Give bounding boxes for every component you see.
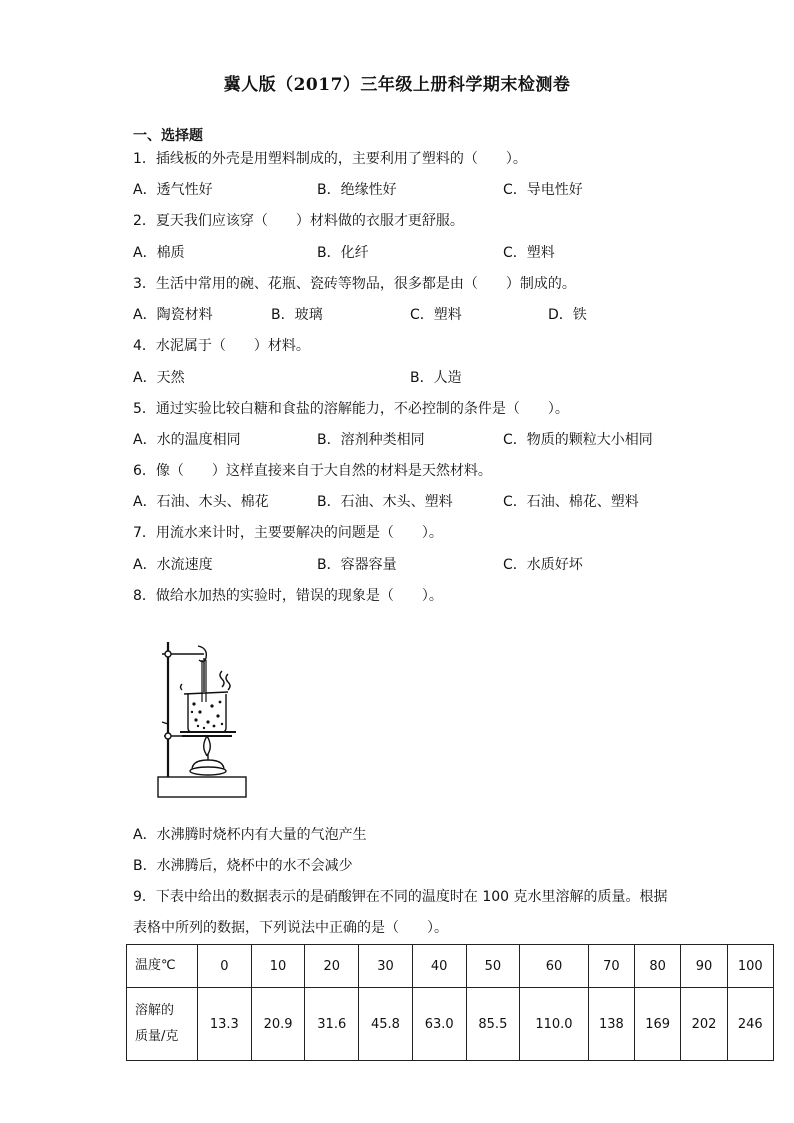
question-4-stem: 4．水泥属于（ ）材料。	[133, 338, 310, 354]
question-2-stem: 2．夏天我们应该穿（ ）材料做的衣服才更舒服。	[133, 213, 464, 229]
temperature-cell: 90	[681, 945, 727, 988]
mass-header-line-2: 质量/克	[135, 1029, 179, 1044]
mass-cell: 169	[635, 988, 681, 1061]
temperature-cell: 70	[588, 945, 634, 988]
question-3-stem: 3．生活中常用的碗、花瓶、瓷砖等物品，很多都是由（ ）制成的。	[133, 276, 576, 292]
page-title: 冀人版（2017）三年级上册科学期末检测卷	[223, 75, 571, 95]
mass-cell: 138	[588, 988, 634, 1061]
mass-cell: 110.0	[520, 988, 589, 1061]
temperature-cell: 50	[466, 945, 520, 988]
question-3-option-d[interactable]: D．铁	[548, 307, 587, 323]
temperature-cell: 100	[727, 945, 773, 988]
section-heading: 一、选择题	[133, 128, 203, 144]
question-9-stem-line-2: 表格中所列的数据，下列说法中正确的是（ ）。	[133, 920, 448, 936]
heating-apparatus-illustration	[152, 632, 252, 802]
question-5-option-a[interactable]: A．水的温度相同	[133, 432, 241, 448]
question-1-stem: 1．插线板的外壳是用塑料制成的，主要利用了塑料的（ ）。	[133, 151, 527, 167]
question-5-option-b[interactable]: B．溶剂种类相同	[317, 432, 425, 448]
mass-cell: 246	[727, 988, 773, 1061]
question-5-option-c[interactable]: C．物质的颗粒大小相同	[503, 432, 653, 448]
mass-cell: 13.3	[198, 988, 252, 1061]
mass-cell: 31.6	[305, 988, 359, 1061]
question-7-stem: 7．用流水来计时，主要要解决的问题是（ ）。	[133, 525, 443, 541]
question-8-option-b[interactable]: B．水沸腾后，烧杯中的水不会减少	[133, 858, 353, 874]
question-5-stem: 5．通过实验比较白糖和食盐的溶解能力，不必控制的条件是（ ）。	[133, 401, 569, 417]
temperature-cell: 40	[412, 945, 466, 988]
temperature-cell: 80	[635, 945, 681, 988]
mass-cell: 63.0	[412, 988, 466, 1061]
question-4-option-a[interactable]: A．天然	[133, 370, 185, 386]
solubility-table	[126, 944, 774, 1061]
mass-cell: 20.9	[251, 988, 305, 1061]
mass-cell: 202	[681, 988, 727, 1061]
question-6-option-c[interactable]: C．石油、棉花、塑料	[503, 494, 639, 510]
question-6-option-a[interactable]: A．石油、木头、棉花	[133, 494, 269, 510]
question-6-option-b[interactable]: B．石油、木头、塑料	[317, 494, 453, 510]
question-7-option-a[interactable]: A．水流速度	[133, 557, 213, 573]
question-6-stem: 6．像（ ）这样直接来自于大自然的材料是天然材料。	[133, 463, 492, 479]
table-row-temperature	[127, 945, 774, 988]
question-3-option-a[interactable]: A．陶瓷材料	[133, 307, 213, 323]
question-2-option-c[interactable]: C．塑料	[503, 245, 555, 261]
temperature-cell: 10	[251, 945, 305, 988]
temperature-cell: 20	[305, 945, 359, 988]
question-1-option-b[interactable]: B．绝缘性好	[317, 182, 397, 198]
temperature-cell: 0	[198, 945, 252, 988]
question-9-stem-line-1: 9．下表中给出的数据表示的是硝酸钾在不同的温度时在 100 克水里溶解的质量。根据	[133, 889, 668, 905]
question-8-stem: 8．做给水加热的实验时，错误的现象是（ ）。	[133, 588, 443, 604]
temperature-cell: 60	[520, 945, 589, 988]
temperature-header: 温度℃	[127, 945, 198, 988]
question-2-option-b[interactable]: B．化纤	[317, 245, 369, 261]
question-7-option-b[interactable]: B．容器容量	[317, 557, 397, 573]
mass-cell: 45.8	[359, 988, 413, 1061]
question-4-option-b[interactable]: B．人造	[410, 370, 462, 386]
temperature-cell: 30	[359, 945, 413, 988]
question-1-option-a[interactable]: A．透气性好	[133, 182, 213, 198]
table-row-mass	[127, 988, 774, 1061]
mass-header	[127, 988, 198, 1061]
mass-header-line-1: 溶解的	[135, 1003, 175, 1018]
mass-cell: 85.5	[466, 988, 520, 1061]
question-2-option-a[interactable]: A．棉质	[133, 245, 185, 261]
question-3-option-c[interactable]: C．塑料	[410, 307, 462, 323]
question-7-option-c[interactable]: C．水质好坏	[503, 557, 583, 573]
question-1-option-c[interactable]: C．导电性好	[503, 182, 583, 198]
question-8-option-a[interactable]: A．水沸腾时烧杯内有大量的气泡产生	[133, 827, 367, 843]
question-3-option-b[interactable]: B．玻璃	[271, 307, 323, 323]
